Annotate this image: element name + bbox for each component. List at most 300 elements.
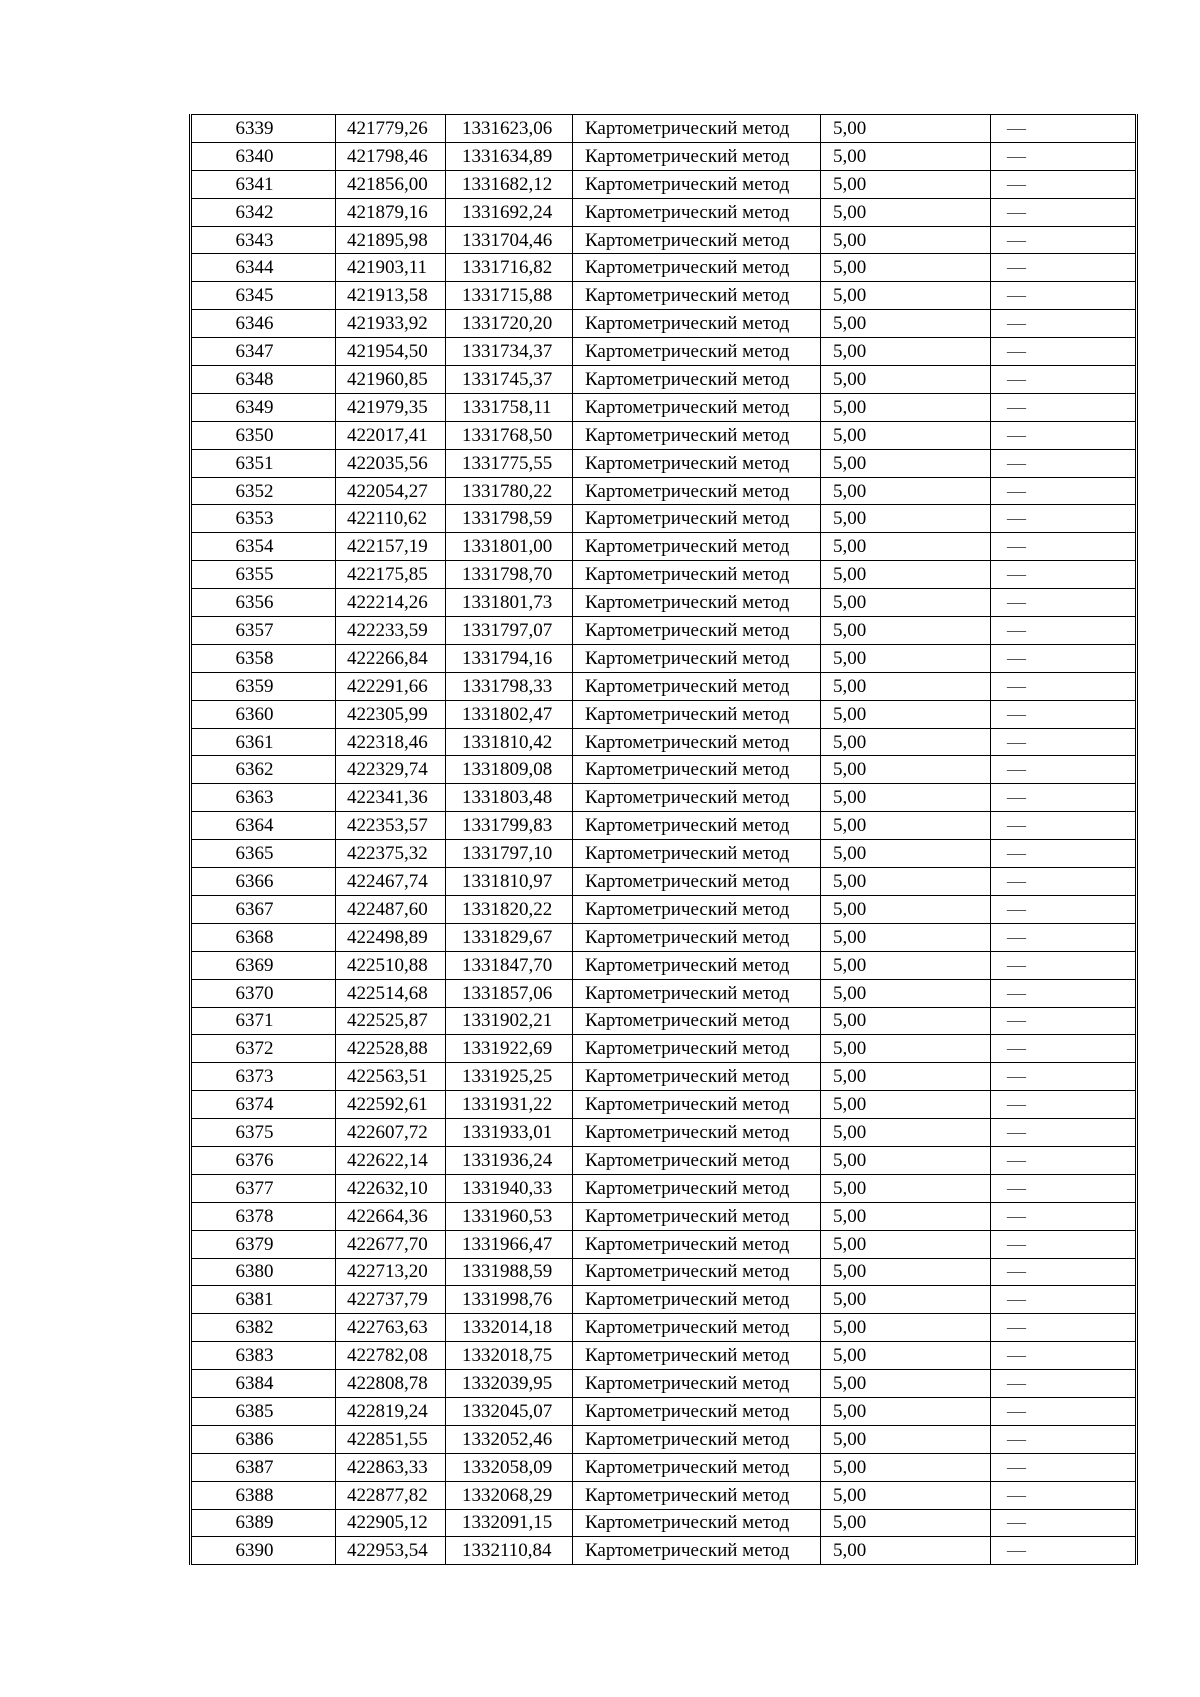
method-cell: Картометрический метод bbox=[573, 421, 821, 449]
table-row bbox=[191, 421, 1137, 449]
description-cell: — bbox=[991, 1509, 1137, 1537]
description-cell: — bbox=[991, 282, 1137, 310]
x-coordinate-cell: 422819,24 bbox=[336, 1397, 446, 1425]
y-coordinate-cell: 1331922,69 bbox=[446, 1035, 573, 1063]
description-cell: — bbox=[991, 1397, 1137, 1425]
description-cell: — bbox=[991, 338, 1137, 366]
y-coordinate-cell: 1331988,59 bbox=[446, 1258, 573, 1286]
x-coordinate-cell: 422877,82 bbox=[336, 1481, 446, 1509]
method-cell: Картометрический метод bbox=[573, 812, 821, 840]
x-coordinate-cell: 421954,50 bbox=[336, 338, 446, 366]
table-row bbox=[191, 1230, 1137, 1258]
x-coordinate-cell: 422808,78 bbox=[336, 1370, 446, 1398]
accuracy-cell: 5,00 bbox=[821, 421, 991, 449]
x-coordinate-cell: 422467,74 bbox=[336, 868, 446, 896]
point-number-cell: 6359 bbox=[191, 672, 336, 700]
method-cell: Картометрический метод bbox=[573, 477, 821, 505]
description-cell: — bbox=[991, 1425, 1137, 1453]
method-cell: Картометрический метод bbox=[573, 1035, 821, 1063]
description-cell: — bbox=[991, 198, 1137, 226]
point-number-cell: 6375 bbox=[191, 1119, 336, 1147]
method-cell: Картометрический метод bbox=[573, 310, 821, 338]
method-cell: Картометрический метод bbox=[573, 840, 821, 868]
y-coordinate-cell: 1331716,82 bbox=[446, 254, 573, 282]
x-coordinate-cell: 421879,16 bbox=[336, 198, 446, 226]
table-row bbox=[191, 1537, 1137, 1565]
method-cell: Картометрический метод bbox=[573, 198, 821, 226]
description-cell: — bbox=[991, 756, 1137, 784]
point-number-cell: 6377 bbox=[191, 1174, 336, 1202]
method-cell: Картометрический метод bbox=[573, 1453, 821, 1481]
y-coordinate-cell: 1331720,20 bbox=[446, 310, 573, 338]
table-row bbox=[191, 1314, 1137, 1342]
point-number-cell: 6353 bbox=[191, 505, 336, 533]
method-cell: Картометрический метод bbox=[573, 561, 821, 589]
y-coordinate-cell: 1332068,29 bbox=[446, 1481, 573, 1509]
accuracy-cell: 5,00 bbox=[821, 282, 991, 310]
y-coordinate-cell: 1331692,24 bbox=[446, 198, 573, 226]
x-coordinate-cell: 421933,92 bbox=[336, 310, 446, 338]
description-cell: — bbox=[991, 449, 1137, 477]
y-coordinate-cell: 1331925,25 bbox=[446, 1063, 573, 1091]
accuracy-cell: 5,00 bbox=[821, 505, 991, 533]
point-number-cell: 6386 bbox=[191, 1425, 336, 1453]
method-cell: Картометрический метод bbox=[573, 728, 821, 756]
method-cell: Картометрический метод bbox=[573, 756, 821, 784]
description-cell: — bbox=[991, 1063, 1137, 1091]
accuracy-cell: 5,00 bbox=[821, 1119, 991, 1147]
description-cell: — bbox=[991, 1091, 1137, 1119]
point-number-cell: 6369 bbox=[191, 951, 336, 979]
accuracy-cell: 5,00 bbox=[821, 1481, 991, 1509]
x-coordinate-cell: 422305,99 bbox=[336, 700, 446, 728]
table-row bbox=[191, 868, 1137, 896]
x-coordinate-cell: 421779,26 bbox=[336, 115, 446, 143]
y-coordinate-cell: 1331810,97 bbox=[446, 868, 573, 896]
accuracy-cell: 5,00 bbox=[821, 589, 991, 617]
method-cell: Картометрический метод bbox=[573, 533, 821, 561]
description-cell: — bbox=[991, 728, 1137, 756]
point-number-cell: 6360 bbox=[191, 700, 336, 728]
y-coordinate-cell: 1331798,33 bbox=[446, 672, 573, 700]
point-number-cell: 6363 bbox=[191, 784, 336, 812]
x-coordinate-cell: 422851,55 bbox=[336, 1425, 446, 1453]
point-number-cell: 6384 bbox=[191, 1370, 336, 1398]
description-cell: — bbox=[991, 310, 1137, 338]
y-coordinate-cell: 1331902,21 bbox=[446, 1007, 573, 1035]
y-coordinate-cell: 1331810,42 bbox=[446, 728, 573, 756]
description-cell: — bbox=[991, 142, 1137, 170]
x-coordinate-cell: 422607,72 bbox=[336, 1119, 446, 1147]
method-cell: Картометрический метод bbox=[573, 979, 821, 1007]
y-coordinate-cell: 1332014,18 bbox=[446, 1314, 573, 1342]
table-row bbox=[191, 784, 1137, 812]
table-row bbox=[191, 1509, 1137, 1537]
method-cell: Картометрический метод bbox=[573, 142, 821, 170]
table-row bbox=[191, 951, 1137, 979]
description-cell: — bbox=[991, 477, 1137, 505]
x-coordinate-cell: 422035,56 bbox=[336, 449, 446, 477]
method-cell: Картометрический метод bbox=[573, 951, 821, 979]
description-cell: — bbox=[991, 170, 1137, 198]
accuracy-cell: 5,00 bbox=[821, 895, 991, 923]
method-cell: Картометрический метод bbox=[573, 1007, 821, 1035]
accuracy-cell: 5,00 bbox=[821, 115, 991, 143]
accuracy-cell: 5,00 bbox=[821, 254, 991, 282]
point-number-cell: 6381 bbox=[191, 1286, 336, 1314]
description-cell: — bbox=[991, 533, 1137, 561]
y-coordinate-cell: 1331745,37 bbox=[446, 366, 573, 394]
accuracy-cell: 5,00 bbox=[821, 1453, 991, 1481]
table-row bbox=[191, 1425, 1137, 1453]
x-coordinate-cell: 422622,14 bbox=[336, 1146, 446, 1174]
method-cell: Картометрический метод bbox=[573, 1202, 821, 1230]
y-coordinate-cell: 1331940,33 bbox=[446, 1174, 573, 1202]
x-coordinate-cell: 422266,84 bbox=[336, 644, 446, 672]
table-row bbox=[191, 1119, 1137, 1147]
point-number-cell: 6389 bbox=[191, 1509, 336, 1537]
x-coordinate-cell: 422329,74 bbox=[336, 756, 446, 784]
description-cell: — bbox=[991, 1314, 1137, 1342]
point-number-cell: 6380 bbox=[191, 1258, 336, 1286]
method-cell: Картометрический метод bbox=[573, 1230, 821, 1258]
table-row bbox=[191, 393, 1137, 421]
accuracy-cell: 5,00 bbox=[821, 1370, 991, 1398]
table-row bbox=[191, 561, 1137, 589]
description-cell: — bbox=[991, 895, 1137, 923]
description-cell: — bbox=[991, 226, 1137, 254]
accuracy-cell: 5,00 bbox=[821, 1063, 991, 1091]
y-coordinate-cell: 1331634,89 bbox=[446, 142, 573, 170]
method-cell: Картометрический метод bbox=[573, 1509, 821, 1537]
x-coordinate-cell: 422632,10 bbox=[336, 1174, 446, 1202]
table-row bbox=[191, 226, 1137, 254]
accuracy-cell: 5,00 bbox=[821, 1202, 991, 1230]
accuracy-cell: 5,00 bbox=[821, 1286, 991, 1314]
method-cell: Картометрический метод bbox=[573, 115, 821, 143]
x-coordinate-cell: 422677,70 bbox=[336, 1230, 446, 1258]
accuracy-cell: 5,00 bbox=[821, 1035, 991, 1063]
point-number-cell: 6365 bbox=[191, 840, 336, 868]
x-coordinate-cell: 422713,20 bbox=[336, 1258, 446, 1286]
point-number-cell: 6387 bbox=[191, 1453, 336, 1481]
method-cell: Картометрический метод bbox=[573, 895, 821, 923]
table-row bbox=[191, 533, 1137, 561]
y-coordinate-cell: 1332052,46 bbox=[446, 1425, 573, 1453]
accuracy-cell: 5,00 bbox=[821, 1007, 991, 1035]
description-cell: — bbox=[991, 700, 1137, 728]
x-coordinate-cell: 422905,12 bbox=[336, 1509, 446, 1537]
description-cell: — bbox=[991, 923, 1137, 951]
x-coordinate-cell: 422233,59 bbox=[336, 617, 446, 645]
y-coordinate-cell: 1332018,75 bbox=[446, 1342, 573, 1370]
point-number-cell: 6341 bbox=[191, 170, 336, 198]
y-coordinate-cell: 1331794,16 bbox=[446, 644, 573, 672]
description-cell: — bbox=[991, 115, 1137, 143]
method-cell: Картометрический метод bbox=[573, 784, 821, 812]
x-coordinate-cell: 422737,79 bbox=[336, 1286, 446, 1314]
y-coordinate-cell: 1332091,15 bbox=[446, 1509, 573, 1537]
accuracy-cell: 5,00 bbox=[821, 1397, 991, 1425]
x-coordinate-cell: 422763,63 bbox=[336, 1314, 446, 1342]
x-coordinate-cell: 422514,68 bbox=[336, 979, 446, 1007]
point-number-cell: 6367 bbox=[191, 895, 336, 923]
point-number-cell: 6372 bbox=[191, 1035, 336, 1063]
description-cell: — bbox=[991, 393, 1137, 421]
y-coordinate-cell: 1331797,07 bbox=[446, 617, 573, 645]
accuracy-cell: 5,00 bbox=[821, 672, 991, 700]
method-cell: Картометрический метод bbox=[573, 1342, 821, 1370]
point-number-cell: 6354 bbox=[191, 533, 336, 561]
description-cell: — bbox=[991, 951, 1137, 979]
y-coordinate-cell: 1332045,07 bbox=[446, 1397, 573, 1425]
point-number-cell: 6345 bbox=[191, 282, 336, 310]
accuracy-cell: 5,00 bbox=[821, 198, 991, 226]
table-row bbox=[191, 895, 1137, 923]
description-cell: — bbox=[991, 366, 1137, 394]
point-number-cell: 6390 bbox=[191, 1537, 336, 1565]
y-coordinate-cell: 1331798,59 bbox=[446, 505, 573, 533]
x-coordinate-cell: 421913,58 bbox=[336, 282, 446, 310]
table-row bbox=[191, 254, 1137, 282]
point-number-cell: 6385 bbox=[191, 1397, 336, 1425]
accuracy-cell: 5,00 bbox=[821, 1174, 991, 1202]
table-row bbox=[191, 979, 1137, 1007]
point-number-cell: 6342 bbox=[191, 198, 336, 226]
x-coordinate-cell: 422110,62 bbox=[336, 505, 446, 533]
y-coordinate-cell: 1331799,83 bbox=[446, 812, 573, 840]
accuracy-cell: 5,00 bbox=[821, 142, 991, 170]
y-coordinate-cell: 1332058,09 bbox=[446, 1453, 573, 1481]
accuracy-cell: 5,00 bbox=[821, 1509, 991, 1537]
x-coordinate-cell: 422157,19 bbox=[336, 533, 446, 561]
method-cell: Картометрический метод bbox=[573, 170, 821, 198]
method-cell: Картометрический метод bbox=[573, 1146, 821, 1174]
table-row bbox=[191, 756, 1137, 784]
table-row bbox=[191, 505, 1137, 533]
method-cell: Картометрический метод bbox=[573, 366, 821, 394]
x-coordinate-cell: 422592,61 bbox=[336, 1091, 446, 1119]
point-number-cell: 6373 bbox=[191, 1063, 336, 1091]
table-row bbox=[191, 589, 1137, 617]
method-cell: Картометрический метод bbox=[573, 254, 821, 282]
point-number-cell: 6356 bbox=[191, 589, 336, 617]
y-coordinate-cell: 1331933,01 bbox=[446, 1119, 573, 1147]
y-coordinate-cell: 1331998,76 bbox=[446, 1286, 573, 1314]
method-cell: Картометрический метод bbox=[573, 1258, 821, 1286]
accuracy-cell: 5,00 bbox=[821, 784, 991, 812]
method-cell: Картометрический метод bbox=[573, 449, 821, 477]
x-coordinate-cell: 421979,35 bbox=[336, 393, 446, 421]
y-coordinate-cell: 1331966,47 bbox=[446, 1230, 573, 1258]
accuracy-cell: 5,00 bbox=[821, 700, 991, 728]
accuracy-cell: 5,00 bbox=[821, 533, 991, 561]
table-row bbox=[191, 840, 1137, 868]
x-coordinate-cell: 421856,00 bbox=[336, 170, 446, 198]
description-cell: — bbox=[991, 1370, 1137, 1398]
point-number-cell: 6368 bbox=[191, 923, 336, 951]
x-coordinate-cell: 422214,26 bbox=[336, 589, 446, 617]
y-coordinate-cell: 1331803,48 bbox=[446, 784, 573, 812]
table-row bbox=[191, 1146, 1137, 1174]
table-row bbox=[191, 1202, 1137, 1230]
y-coordinate-cell: 1332110,84 bbox=[446, 1537, 573, 1565]
method-cell: Картометрический метод bbox=[573, 1481, 821, 1509]
x-coordinate-cell: 422487,60 bbox=[336, 895, 446, 923]
accuracy-cell: 5,00 bbox=[821, 1230, 991, 1258]
method-cell: Картометрический метод bbox=[573, 282, 821, 310]
x-coordinate-cell: 422175,85 bbox=[336, 561, 446, 589]
point-number-cell: 6371 bbox=[191, 1007, 336, 1035]
description-cell: — bbox=[991, 1035, 1137, 1063]
point-number-cell: 6350 bbox=[191, 421, 336, 449]
table-row bbox=[191, 1091, 1137, 1119]
table-row bbox=[191, 1397, 1137, 1425]
y-coordinate-cell: 1331780,22 bbox=[446, 477, 573, 505]
description-cell: — bbox=[991, 505, 1137, 533]
x-coordinate-cell: 422863,33 bbox=[336, 1453, 446, 1481]
description-cell: — bbox=[991, 421, 1137, 449]
description-cell: — bbox=[991, 868, 1137, 896]
x-coordinate-cell: 421960,85 bbox=[336, 366, 446, 394]
x-coordinate-cell: 421798,46 bbox=[336, 142, 446, 170]
point-number-cell: 6343 bbox=[191, 226, 336, 254]
table-row bbox=[191, 198, 1137, 226]
x-coordinate-cell: 422291,66 bbox=[336, 672, 446, 700]
x-coordinate-cell: 422017,41 bbox=[336, 421, 446, 449]
description-cell: — bbox=[991, 644, 1137, 672]
point-number-cell: 6383 bbox=[191, 1342, 336, 1370]
description-cell: — bbox=[991, 1453, 1137, 1481]
point-number-cell: 6346 bbox=[191, 310, 336, 338]
table-row bbox=[191, 1453, 1137, 1481]
y-coordinate-cell: 1331936,24 bbox=[446, 1146, 573, 1174]
point-number-cell: 6370 bbox=[191, 979, 336, 1007]
y-coordinate-cell: 1331801,00 bbox=[446, 533, 573, 561]
method-cell: Картометрический метод bbox=[573, 1397, 821, 1425]
method-cell: Картометрический метод bbox=[573, 868, 821, 896]
point-number-cell: 6348 bbox=[191, 366, 336, 394]
description-cell: — bbox=[991, 1202, 1137, 1230]
accuracy-cell: 5,00 bbox=[821, 170, 991, 198]
point-number-cell: 6351 bbox=[191, 449, 336, 477]
description-cell: — bbox=[991, 1230, 1137, 1258]
point-number-cell: 6340 bbox=[191, 142, 336, 170]
y-coordinate-cell: 1331829,67 bbox=[446, 923, 573, 951]
point-number-cell: 6378 bbox=[191, 1202, 336, 1230]
description-cell: — bbox=[991, 561, 1137, 589]
point-number-cell: 6366 bbox=[191, 868, 336, 896]
y-coordinate-cell: 1331960,53 bbox=[446, 1202, 573, 1230]
table-row bbox=[191, 310, 1137, 338]
description-cell: — bbox=[991, 672, 1137, 700]
accuracy-cell: 5,00 bbox=[821, 1314, 991, 1342]
accuracy-cell: 5,00 bbox=[821, 728, 991, 756]
method-cell: Картометрический метод bbox=[573, 1091, 821, 1119]
description-cell: — bbox=[991, 1537, 1137, 1565]
description-cell: — bbox=[991, 617, 1137, 645]
x-coordinate-cell: 422782,08 bbox=[336, 1342, 446, 1370]
accuracy-cell: 5,00 bbox=[821, 840, 991, 868]
method-cell: Картометрический метод bbox=[573, 1537, 821, 1565]
point-number-cell: 6364 bbox=[191, 812, 336, 840]
y-coordinate-cell: 1331682,12 bbox=[446, 170, 573, 198]
point-number-cell: 6382 bbox=[191, 1314, 336, 1342]
description-cell: — bbox=[991, 1174, 1137, 1202]
y-coordinate-cell: 1331704,46 bbox=[446, 226, 573, 254]
y-coordinate-cell: 1331758,11 bbox=[446, 393, 573, 421]
accuracy-cell: 5,00 bbox=[821, 923, 991, 951]
x-coordinate-cell: 422054,27 bbox=[336, 477, 446, 505]
y-coordinate-cell: 1331809,08 bbox=[446, 756, 573, 784]
point-number-cell: 6339 bbox=[191, 115, 336, 143]
accuracy-cell: 5,00 bbox=[821, 1091, 991, 1119]
table-row bbox=[191, 812, 1137, 840]
table-row bbox=[191, 1174, 1137, 1202]
point-number-cell: 6374 bbox=[191, 1091, 336, 1119]
table-row bbox=[191, 728, 1137, 756]
x-coordinate-cell: 422528,88 bbox=[336, 1035, 446, 1063]
table-row bbox=[191, 449, 1137, 477]
description-cell: — bbox=[991, 784, 1137, 812]
accuracy-cell: 5,00 bbox=[821, 561, 991, 589]
point-number-cell: 6357 bbox=[191, 617, 336, 645]
method-cell: Картометрический метод bbox=[573, 672, 821, 700]
method-cell: Картометрический метод bbox=[573, 700, 821, 728]
point-number-cell: 6362 bbox=[191, 756, 336, 784]
accuracy-cell: 5,00 bbox=[821, 1425, 991, 1453]
y-coordinate-cell: 1331798,70 bbox=[446, 561, 573, 589]
accuracy-cell: 5,00 bbox=[821, 449, 991, 477]
point-number-cell: 6358 bbox=[191, 644, 336, 672]
accuracy-cell: 5,00 bbox=[821, 868, 991, 896]
accuracy-cell: 5,00 bbox=[821, 338, 991, 366]
point-number-cell: 6347 bbox=[191, 338, 336, 366]
x-coordinate-cell: 422498,89 bbox=[336, 923, 446, 951]
table-row bbox=[191, 1258, 1137, 1286]
y-coordinate-cell: 1332039,95 bbox=[446, 1370, 573, 1398]
y-coordinate-cell: 1331820,22 bbox=[446, 895, 573, 923]
accuracy-cell: 5,00 bbox=[821, 951, 991, 979]
x-coordinate-cell: 421895,98 bbox=[336, 226, 446, 254]
y-coordinate-cell: 1331623,06 bbox=[446, 115, 573, 143]
accuracy-cell: 5,00 bbox=[821, 310, 991, 338]
x-coordinate-cell: 421903,11 bbox=[336, 254, 446, 282]
method-cell: Картометрический метод bbox=[573, 617, 821, 645]
point-number-cell: 6344 bbox=[191, 254, 336, 282]
description-cell: — bbox=[991, 1119, 1137, 1147]
table-row bbox=[191, 477, 1137, 505]
table-row bbox=[191, 1481, 1137, 1509]
description-cell: — bbox=[991, 1342, 1137, 1370]
method-cell: Картометрический метод bbox=[573, 923, 821, 951]
table-row bbox=[191, 644, 1137, 672]
method-cell: Картометрический метод bbox=[573, 1286, 821, 1314]
description-cell: — bbox=[991, 1286, 1137, 1314]
table-row bbox=[191, 1370, 1137, 1398]
description-cell: — bbox=[991, 979, 1137, 1007]
y-coordinate-cell: 1331857,06 bbox=[446, 979, 573, 1007]
table-row bbox=[191, 1286, 1137, 1314]
method-cell: Картометрический метод bbox=[573, 1063, 821, 1091]
table-row bbox=[191, 338, 1137, 366]
x-coordinate-cell: 422318,46 bbox=[336, 728, 446, 756]
y-coordinate-cell: 1331797,10 bbox=[446, 840, 573, 868]
y-coordinate-cell: 1331768,50 bbox=[446, 421, 573, 449]
y-coordinate-cell: 1331775,55 bbox=[446, 449, 573, 477]
accuracy-cell: 5,00 bbox=[821, 979, 991, 1007]
accuracy-cell: 5,00 bbox=[821, 366, 991, 394]
